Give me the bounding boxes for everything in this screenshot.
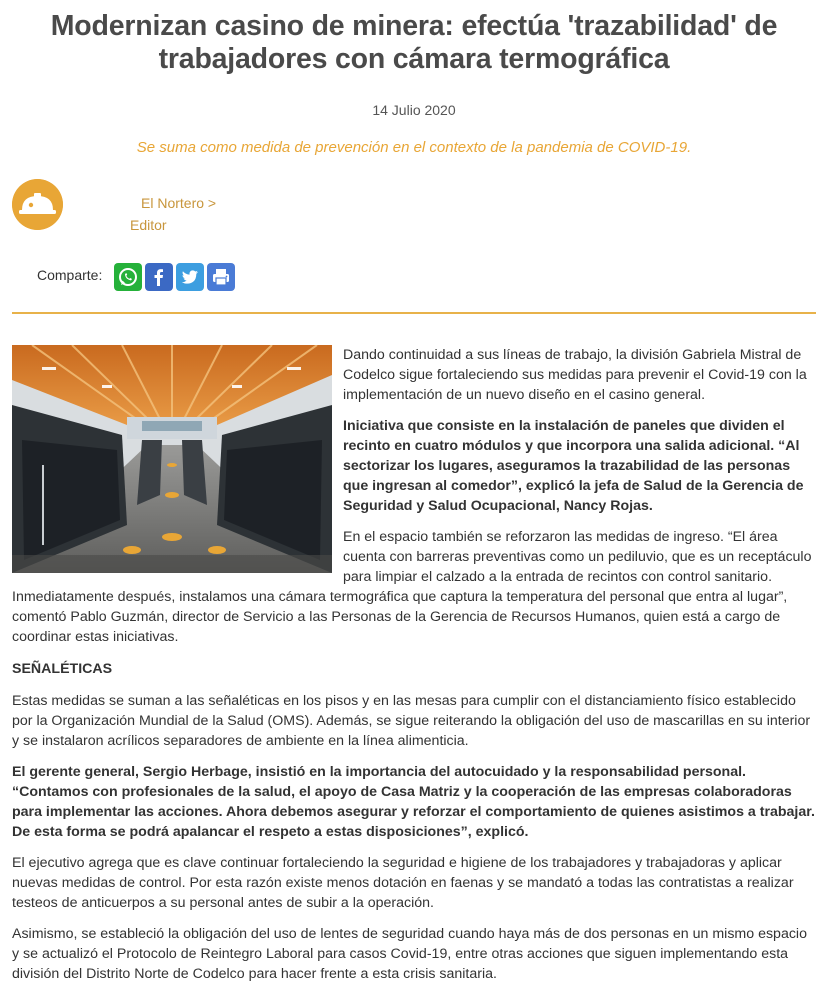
share-twitter-button[interactable]	[176, 263, 204, 291]
article-title: Modernizan casino de minera: efectúa 'trazabilidad' de trabajadores con cámara termográfica	[50, 10, 778, 75]
article-paragraph: El gerente general, Sergio Herbage, insistió en la importancia del autocuidado y la responsabilidad personal. “Contamos con profesionales de la salud, el apoyo de Casa Matriz y la cooperación de las empresas colaboradoras para implementar las acciones. Ahora debemos asegurar y reforzar el comportamiento de quienes asistimos a trabajar. De esta forma se podrá apalancar el respeto a estas disposiciones”, explicó.	[12, 764, 815, 840]
share-whatsapp-button[interactable]	[114, 263, 142, 291]
share-label: Comparte:	[37, 267, 103, 283]
article-paragraph: Dando continuidad a sus líneas de trabajo, la división Gabriela Mistral de Codelco sigue fortaleciendo sus medidas para prevenir el Covid-19 con la implementación de un nuevo diseño en el casino general.	[343, 347, 807, 403]
article-paragraph: Iniciativa que consiste en la instalación de paneles que dividen el recinto en cuatro módulos y que incorpora una salida adicional. “Al sectorizar los lugares, aseguramos la trazabilidad de las personas que ingresan al comedor”, explicó la jefa de Salud de la Gerencia de Seguridad y Salud Ocupacional, Nancy Rojas.	[343, 418, 804, 514]
author-role: Editor	[130, 217, 167, 233]
article-paragraph: El ejecutivo agrega que es clave continuar fortaleciendo la seguridad e higiene de los trabajadores y trabajadoras y aplicar nuevas medidas de control. Por esta razón existe menos dotación en faenas y se mandató a todas las contratistas a realizar testeos de anticuerpos a su personal antes de subir a la operación.	[12, 855, 794, 911]
print-icon	[210, 266, 232, 288]
author-avatar[interactable]	[12, 179, 63, 230]
whatsapp-icon	[117, 266, 139, 288]
article-paragraph: En el espacio también se reforzaron las medidas de ingreso. “El área cuenta con barreras preventivas como un pediluvio, que es un receptáculo para limpiar el calzado a la entrada de recintos con control sanitario. Inmediatamente después, instalamos una cámara termográfica que captura la temperatura del personal que entra al lugar”, comentó Pablo Guzmán, director de Servicio a las Personas de la Gerencia de Recursos Humanos, quien está a cargo de coordinar estas iniciativas.	[12, 529, 812, 645]
article-paragraph: Estas medidas se suman a las señaléticas en los pisos y en las mesas para cumplir con el distanciamiento físico establecido por la Organización Mundial de la Salud (OMS). Además, se sigue reiterando la obligación del uso de mascarillas en su interior y se instalaron acrílicos separadores de ambiente en la línea alimenticia.	[12, 693, 811, 749]
article-subtitle: Se suma como medida de prevención en el contexto de la pandemia de COVID-19.	[136, 139, 692, 156]
article-paragraph: Asimismo, se estableció la obligación del uso de lentes de seguridad cuando haya más de dos personas en un mismo espacio y se actualizó el Protocolo de Reintegro Laboral para casos Covid-19, entre otras acciones que siguen implementando esta división del Distrito Norte de Codelco para hacer frente a esta crisis sanitaria.	[12, 926, 807, 982]
article-body	[12, 345, 817, 991]
article-date: 14 Julio 2020	[372, 102, 456, 118]
twitter-icon	[179, 266, 201, 288]
helmet-icon	[12, 179, 63, 230]
share-facebook-button[interactable]	[145, 263, 173, 291]
section-heading: SEÑALÉTICAS	[12, 661, 113, 677]
header-divider	[12, 312, 816, 314]
facebook-icon	[148, 266, 170, 288]
share-print-button[interactable]	[207, 263, 235, 291]
author-name-link[interactable]: El Nortero >	[141, 195, 217, 211]
photo-spacer	[12, 345, 343, 575]
